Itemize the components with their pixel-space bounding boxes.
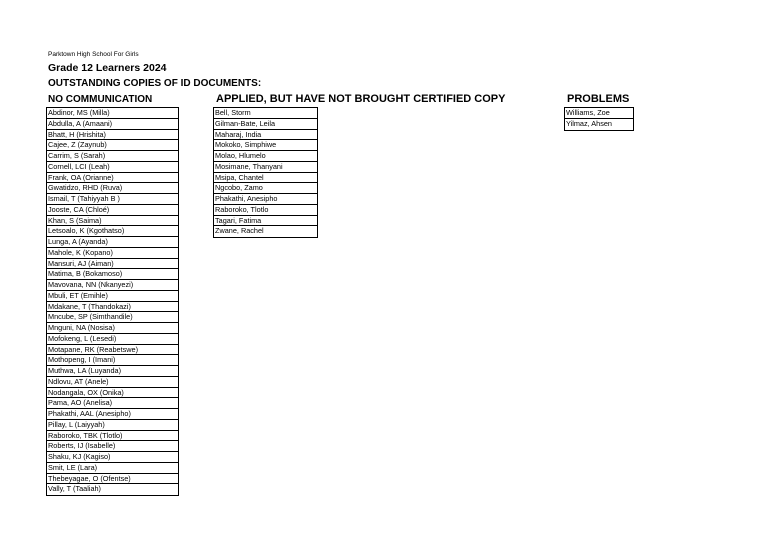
list-item: Cornell, LCI (Leah) [47, 162, 178, 173]
list-item: Molao, Hlumelo [214, 151, 317, 162]
list-item: Vally, T (Taaliah) [48, 484, 101, 494]
list-item: Nodangala, OX (Onika) [47, 388, 178, 399]
list-item: Raboroko, Tlotlo [214, 205, 317, 216]
list-item: Abdulla, A (Amaani) [47, 119, 178, 130]
list-item: Mavovana, NN (Nkanyezi) [47, 280, 178, 291]
list-item: Ismail, T (Tahiyyah B ) [47, 194, 178, 205]
list-item: Mahole, K (Kopano) [47, 248, 178, 259]
list-item: Mncube, SP (Simthandile) [47, 312, 178, 323]
list-item: Mofokeng, L (Lesedi) [47, 334, 178, 345]
list-item: Mokoko, Simphiwe [214, 140, 317, 151]
list-item: Matima, B (Bokamoso) [47, 269, 178, 280]
list-item: Mdakane, T (Thandokazi) [47, 302, 178, 313]
list-item: Roberts, IJ (Isabelle) [47, 441, 178, 452]
list-item: Shaku, KJ (Kagiso) [47, 452, 178, 463]
list-item: Letsoalo, K (Kgothatso) [47, 226, 178, 237]
list-item: Williams, Zoe [565, 108, 633, 119]
no-communication-heading: NO COMMUNICATION [48, 94, 153, 105]
list-item: Phakathi, AAL (Anesipho) [47, 409, 178, 420]
list-item: Khan, S (Saima) [47, 216, 178, 227]
list-item: Muthwa, LA (Luyanda) [47, 366, 178, 377]
section-title: OUTSTANDING COPIES OF ID DOCUMENTS: [48, 78, 262, 89]
list-item: Thebeyagae, O (Ofentse) [47, 474, 178, 485]
problems-list [564, 107, 634, 131]
list-item: Mnguni, NA (Nosisa) [47, 323, 178, 334]
list-item: Jooste, CA (Chloé) [47, 205, 178, 216]
list-item: Msipa, Chantel [214, 173, 317, 184]
list-item: Zwane, Rachel [215, 226, 264, 236]
list-item: Phakathi, Anesipho [214, 194, 317, 205]
list-item: Bhatt, H (Hrishita) [47, 130, 178, 141]
list-item: Carrim, S (Sarah) [47, 151, 178, 162]
list-item: Abdinor, MS (Milla) [47, 108, 178, 119]
applied-not-certified-list [213, 107, 318, 238]
applied-not-certified-heading: APPLIED, BUT HAVE NOT BROUGHT CERTIFIED COPY [216, 93, 506, 105]
school-name: Parktown High School For Girls [48, 51, 139, 58]
list-item: Cajee, Z (Zaynub) [47, 140, 178, 151]
list-item: Ndlovu, AT (Anele) [47, 377, 178, 388]
list-item: Tagari, Fatima [214, 216, 317, 227]
page-title: Grade 12 Learners 2024 [48, 62, 167, 74]
list-item: Motapane, RK (Reabetswe) [47, 345, 178, 356]
list-item: Gwatidzo, RHD (Ruva) [47, 183, 178, 194]
list-item: Pama, AO (Anelisa) [47, 398, 178, 409]
list-item: Pillay, L (Laiyyah) [47, 420, 178, 431]
list-item: Maharaj, India [214, 130, 317, 141]
list-item: Mosimane, Thanyani [214, 162, 317, 173]
list-item: Smit, LE (Lara) [47, 463, 178, 474]
list-item: Lunga, A (Ayanda) [47, 237, 178, 248]
list-item: Gilman-Bate, Leila [214, 119, 317, 130]
problems-heading: PROBLEMS [567, 93, 630, 105]
list-item: Ngcobo, Zamo [214, 183, 317, 194]
list-item: Mbuli, ET (Emihle) [47, 291, 178, 302]
list-item: Frank, OA (Orianne) [47, 173, 178, 184]
no-communication-list [46, 107, 179, 496]
list-item: Mansuri, AJ (Aiman) [47, 259, 178, 270]
list-item: Raboroko, TBK (Tlotlo) [47, 431, 178, 442]
list-item: Mothopeng, I (Imani) [47, 355, 178, 366]
list-item: Yilmaz, Ahsen [566, 118, 612, 128]
list-item: Bell, Storm [214, 108, 317, 119]
